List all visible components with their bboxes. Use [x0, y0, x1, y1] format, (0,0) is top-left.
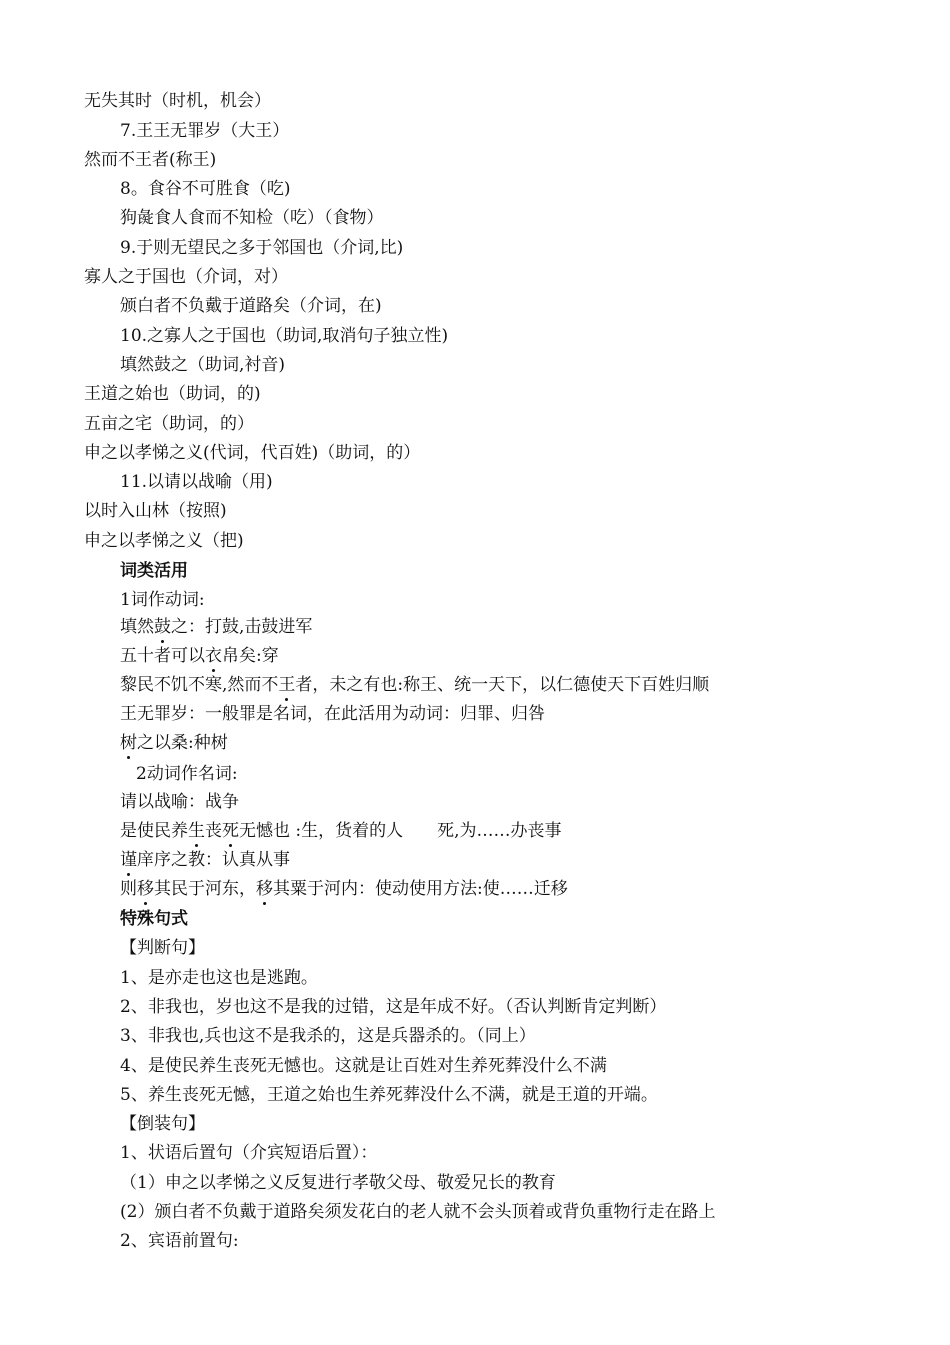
text-line — [120, 645, 279, 667]
text-line: 五亩之宅（助词，的） — [84, 414, 254, 434]
text-segment: 是使民养 — [120, 821, 188, 841]
text-segment: 其粟于河内：使动使用方法:使……迁移 — [273, 879, 568, 899]
text-line: 以时入山林（按照) — [84, 501, 227, 521]
text-line — [120, 849, 290, 871]
emphasis-char: 移 — [137, 879, 154, 899]
text-line: 颁白者不负戴于道路矣（介词，在) — [120, 296, 382, 316]
emphasis-char: 王 — [278, 675, 296, 695]
text-line: 4、是使民养生丧死无憾也。这就是让百姓对生养死葬没什么不满 — [120, 1056, 607, 1076]
text-segment: 庠序之教：认真从事 — [137, 850, 290, 870]
text-segment: 之以桑:种树 — [137, 733, 228, 753]
emphasis-char: 谨 — [120, 850, 137, 870]
text-segment: 填然 — [120, 617, 154, 637]
text-line: 8。食谷不可胜食（吃) — [120, 179, 291, 199]
text-line: （1）申之以孝悌之义反复进行孝敬父母、敬爱兄长的教育 — [120, 1173, 556, 1193]
text-line: 申之以孝悌之义(代词，代百姓)（助词，的） — [84, 443, 421, 463]
subheading: 2动词作名词: — [136, 764, 238, 784]
text-segment: 其民于河东， — [154, 879, 256, 899]
text-line — [120, 616, 312, 638]
text-segment: 无憾也 :生，货着的人 — [239, 821, 404, 841]
emphasis-char: 树 — [120, 733, 137, 753]
text-line — [120, 878, 568, 900]
text-line: 然而不王者(称王) — [84, 150, 217, 170]
text-segment: 丧 — [205, 821, 222, 841]
text-line: 2、非我也，岁也这不是我的过错，这是年成不好。（否认判断肯定判断） — [120, 997, 667, 1017]
text-segment: 死,为……办丧事 — [437, 821, 562, 841]
text-line: 王无罪岁：一般罪是名词，在此活用为动词：归罪、归咎 — [120, 704, 545, 724]
text-segment: 之：打鼓,击鼓进军 — [171, 617, 313, 637]
emphasis-char: 生 — [188, 821, 205, 841]
text-line — [120, 674, 709, 696]
emphasis-char: 死 — [222, 821, 239, 841]
text-line: 申之以孝悌之义（把) — [84, 531, 244, 551]
text-segment: 黎民不饥不寒,然而不 — [120, 675, 279, 695]
text-line: 9.于则无望民之多于邻国也（介词,比) — [120, 238, 404, 258]
text-line: 7.王王无罪岁（大王） — [120, 121, 290, 141]
text-line: 填然鼓之（助词,衬音) — [120, 355, 286, 375]
text-line: 3、非我也,兵也这不是我杀的，这是兵器杀的。（同上） — [120, 1026, 536, 1046]
text-line: 无失其时（时机，机会） — [84, 91, 271, 111]
text-line: 10.之寡人之于国也（助词,取消句子独立性) — [120, 326, 449, 346]
emphasis-char: 移 — [256, 879, 273, 899]
text-line: 1、状语后置句（介宾短语后置）： — [120, 1143, 378, 1163]
section-heading-cilei: 词类活用 — [120, 561, 188, 581]
text-segment: 者，未之有也:称王、统一天下，以仁德使天下百姓归顺 — [295, 675, 710, 695]
text-line: 5、养生丧死无憾，王道之始也生养死葬没什么不满，就是王道的开端。 — [120, 1085, 658, 1105]
text-segment: 五十者可以 — [120, 646, 205, 666]
text-segment: 则 — [120, 879, 137, 899]
text-line: 2、宾语前置句: — [120, 1231, 239, 1251]
text-line — [120, 820, 562, 842]
text-line: (2）颁白者不负戴于道路矣须发花白的老人就不会头顶着或背负重物行走在路上 — [120, 1202, 716, 1222]
text-line: 1、是亦走也这也是逃跑。 — [120, 968, 318, 988]
text-line — [120, 732, 228, 754]
text-segment: 帛矣:穿 — [222, 646, 279, 666]
emphasis-char: 鼓 — [154, 617, 171, 637]
emphasis-char: 衣 — [205, 646, 222, 666]
subheading: 1词作动词: — [120, 590, 205, 610]
text-line: 王道之始也（助词，的) — [84, 384, 261, 404]
text-line: 11.以请以战喻（用) — [120, 472, 273, 492]
text-line: 狗彘食人食而不知检（吃）（食物） — [120, 208, 384, 228]
section-heading-teshu: 特殊句式 — [120, 909, 188, 929]
text-line: 请以战喻：战争 — [120, 792, 239, 812]
subheading: 【倒装句】 — [120, 1114, 205, 1134]
text-line: 寡人之于国也（介词，对） — [84, 267, 288, 287]
subheading: 【判断句】 — [120, 938, 205, 958]
